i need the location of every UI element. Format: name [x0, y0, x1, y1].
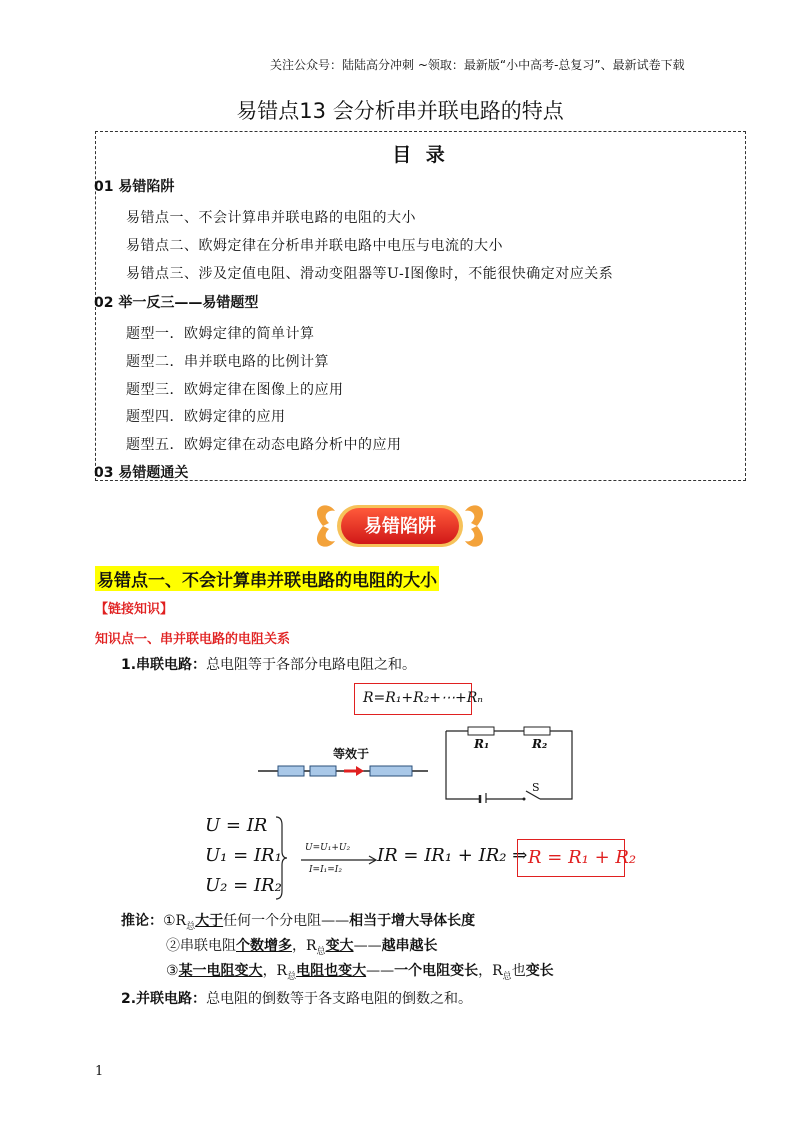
toc-item[interactable]: 易错点一、不会计算串并联电路的电阻的大小 — [126, 210, 416, 226]
inference-line-3 — [166, 960, 554, 982]
formula-box — [354, 683, 483, 715]
equivalent-label: 等效于 — [333, 747, 370, 761]
toc-item[interactable]: 题型一．欧姆定律的简单计算 — [126, 326, 315, 342]
inf2-sub: 总 — [316, 946, 326, 957]
series-circuit-diagram — [444, 725, 574, 803]
inference-line-2 — [166, 935, 438, 957]
result-box — [517, 839, 637, 877]
toc-item[interactable]: 题型四．欧姆定律的应用 — [126, 409, 286, 425]
toc-item[interactable]: 题型二．串并联电路的比例计算 — [126, 354, 329, 370]
toc-section-1[interactable]: 01 易错陷阱 — [94, 179, 175, 195]
formula-text: R=R₁+R₂+⋯+Rₙ — [363, 690, 483, 706]
toc-item[interactable]: 易错点三、涉及定值电阻、滑动变阻器等U-I图像时，不能很快确定对应关系 — [126, 266, 614, 282]
toc-section-2[interactable]: 02 举一反三——易错题型 — [94, 295, 259, 311]
r2-label: R₂ — [532, 737, 548, 751]
inf3-a: ③ — [166, 963, 179, 979]
knowledge-title: 知识点一、串并联电路的电阻关系 — [95, 632, 291, 647]
inf1-a: ①R — [163, 913, 187, 929]
arrow-condition-top: U=U₁+U₂ — [305, 843, 351, 853]
table-of-contents — [95, 131, 746, 481]
toc-item[interactable]: 易错点二、欧姆定律在分析串并联电路中电压与电流的大小 — [126, 238, 503, 254]
toc-item[interactable]: 题型三．欧姆定律在图像上的应用 — [126, 382, 344, 398]
page-title: 易错点13 会分析串并联电路的特点 — [236, 99, 564, 123]
toc-section-3[interactable]: 03 易错题通关 — [94, 465, 189, 481]
banner-label: 易错陷阱 — [364, 516, 436, 537]
inf3-g: ，R — [478, 963, 503, 979]
eq-line-2: U₁ = IR₁ — [205, 845, 282, 866]
parallel-label: 2.并联电路： — [121, 991, 207, 1007]
derivation-block — [205, 815, 635, 903]
equivalence-diagram — [258, 745, 428, 785]
eq-line-3: U₂ = IR₂ — [205, 875, 282, 896]
series-rule — [121, 654, 416, 674]
inf3-d: 电阻也变大 — [296, 963, 367, 979]
inf1-d: 相当于增大导体长度 — [349, 913, 476, 929]
eq-result: IR = IR₁ + IR₂ ⇒ — [377, 845, 528, 866]
inf1-c: 任何一个分电阻—— — [223, 913, 350, 929]
switch-label: S — [532, 781, 540, 794]
section-heading: 易错点一、不会计算串并联电路的电阻的大小 — [95, 566, 439, 591]
inf3-sub2: 总 — [502, 971, 512, 982]
inf2-d: 变大 — [325, 938, 354, 954]
toc-title: 目 录 — [392, 144, 449, 166]
inf1-b: 大于 — [195, 913, 224, 929]
arrow-condition-bottom: I=I₁=I₂ — [309, 865, 342, 875]
toc-item[interactable]: 题型五．欧姆定律在动态电路分析中的应用 — [126, 437, 402, 453]
inf3-sub: 总 — [287, 971, 297, 982]
series-label: 1.串联电路： — [121, 657, 207, 673]
parallel-text: 总电阻的倒数等于各支路电阻的倒数之和。 — [206, 991, 473, 1007]
inf2-e: —— — [353, 938, 382, 954]
r1-label: R₁ — [474, 737, 490, 751]
inf2-b: 个数增多 — [236, 938, 292, 954]
inf3-f: 一个电阻变长 — [394, 963, 479, 979]
series-text: 总电阻等于各部分电路电阻之和。 — [206, 657, 417, 673]
inf3-h: 也 — [511, 963, 526, 979]
inf3-c: ，R — [262, 963, 288, 979]
inf3-e: —— — [366, 963, 395, 979]
inf2-c: ，R — [292, 938, 317, 954]
page-header: 关注公众号：陆陆高分冲刺 ~领取：最新版“小中高考-总复习”、最新试卷下载 — [270, 58, 685, 72]
inf2-f: 越串越长 — [381, 938, 438, 954]
inf3-i: 变长 — [525, 963, 554, 979]
result-formula: R = R₁ + R₂ — [528, 847, 637, 868]
parallel-rule — [121, 988, 472, 1008]
eq-line-1: U = IR — [205, 815, 268, 836]
link-knowledge-label: 【链接知识】 — [95, 602, 174, 617]
inference-label: 推论： — [121, 913, 163, 929]
inference-line-1 — [121, 910, 475, 932]
inf3-b: 某一电阻变大 — [178, 963, 263, 979]
inf2-a: ②串联电阻 — [166, 938, 236, 954]
page-number: 1 — [95, 1064, 104, 1079]
inf1-sub: 总 — [186, 921, 196, 932]
section-banner — [305, 497, 495, 555]
